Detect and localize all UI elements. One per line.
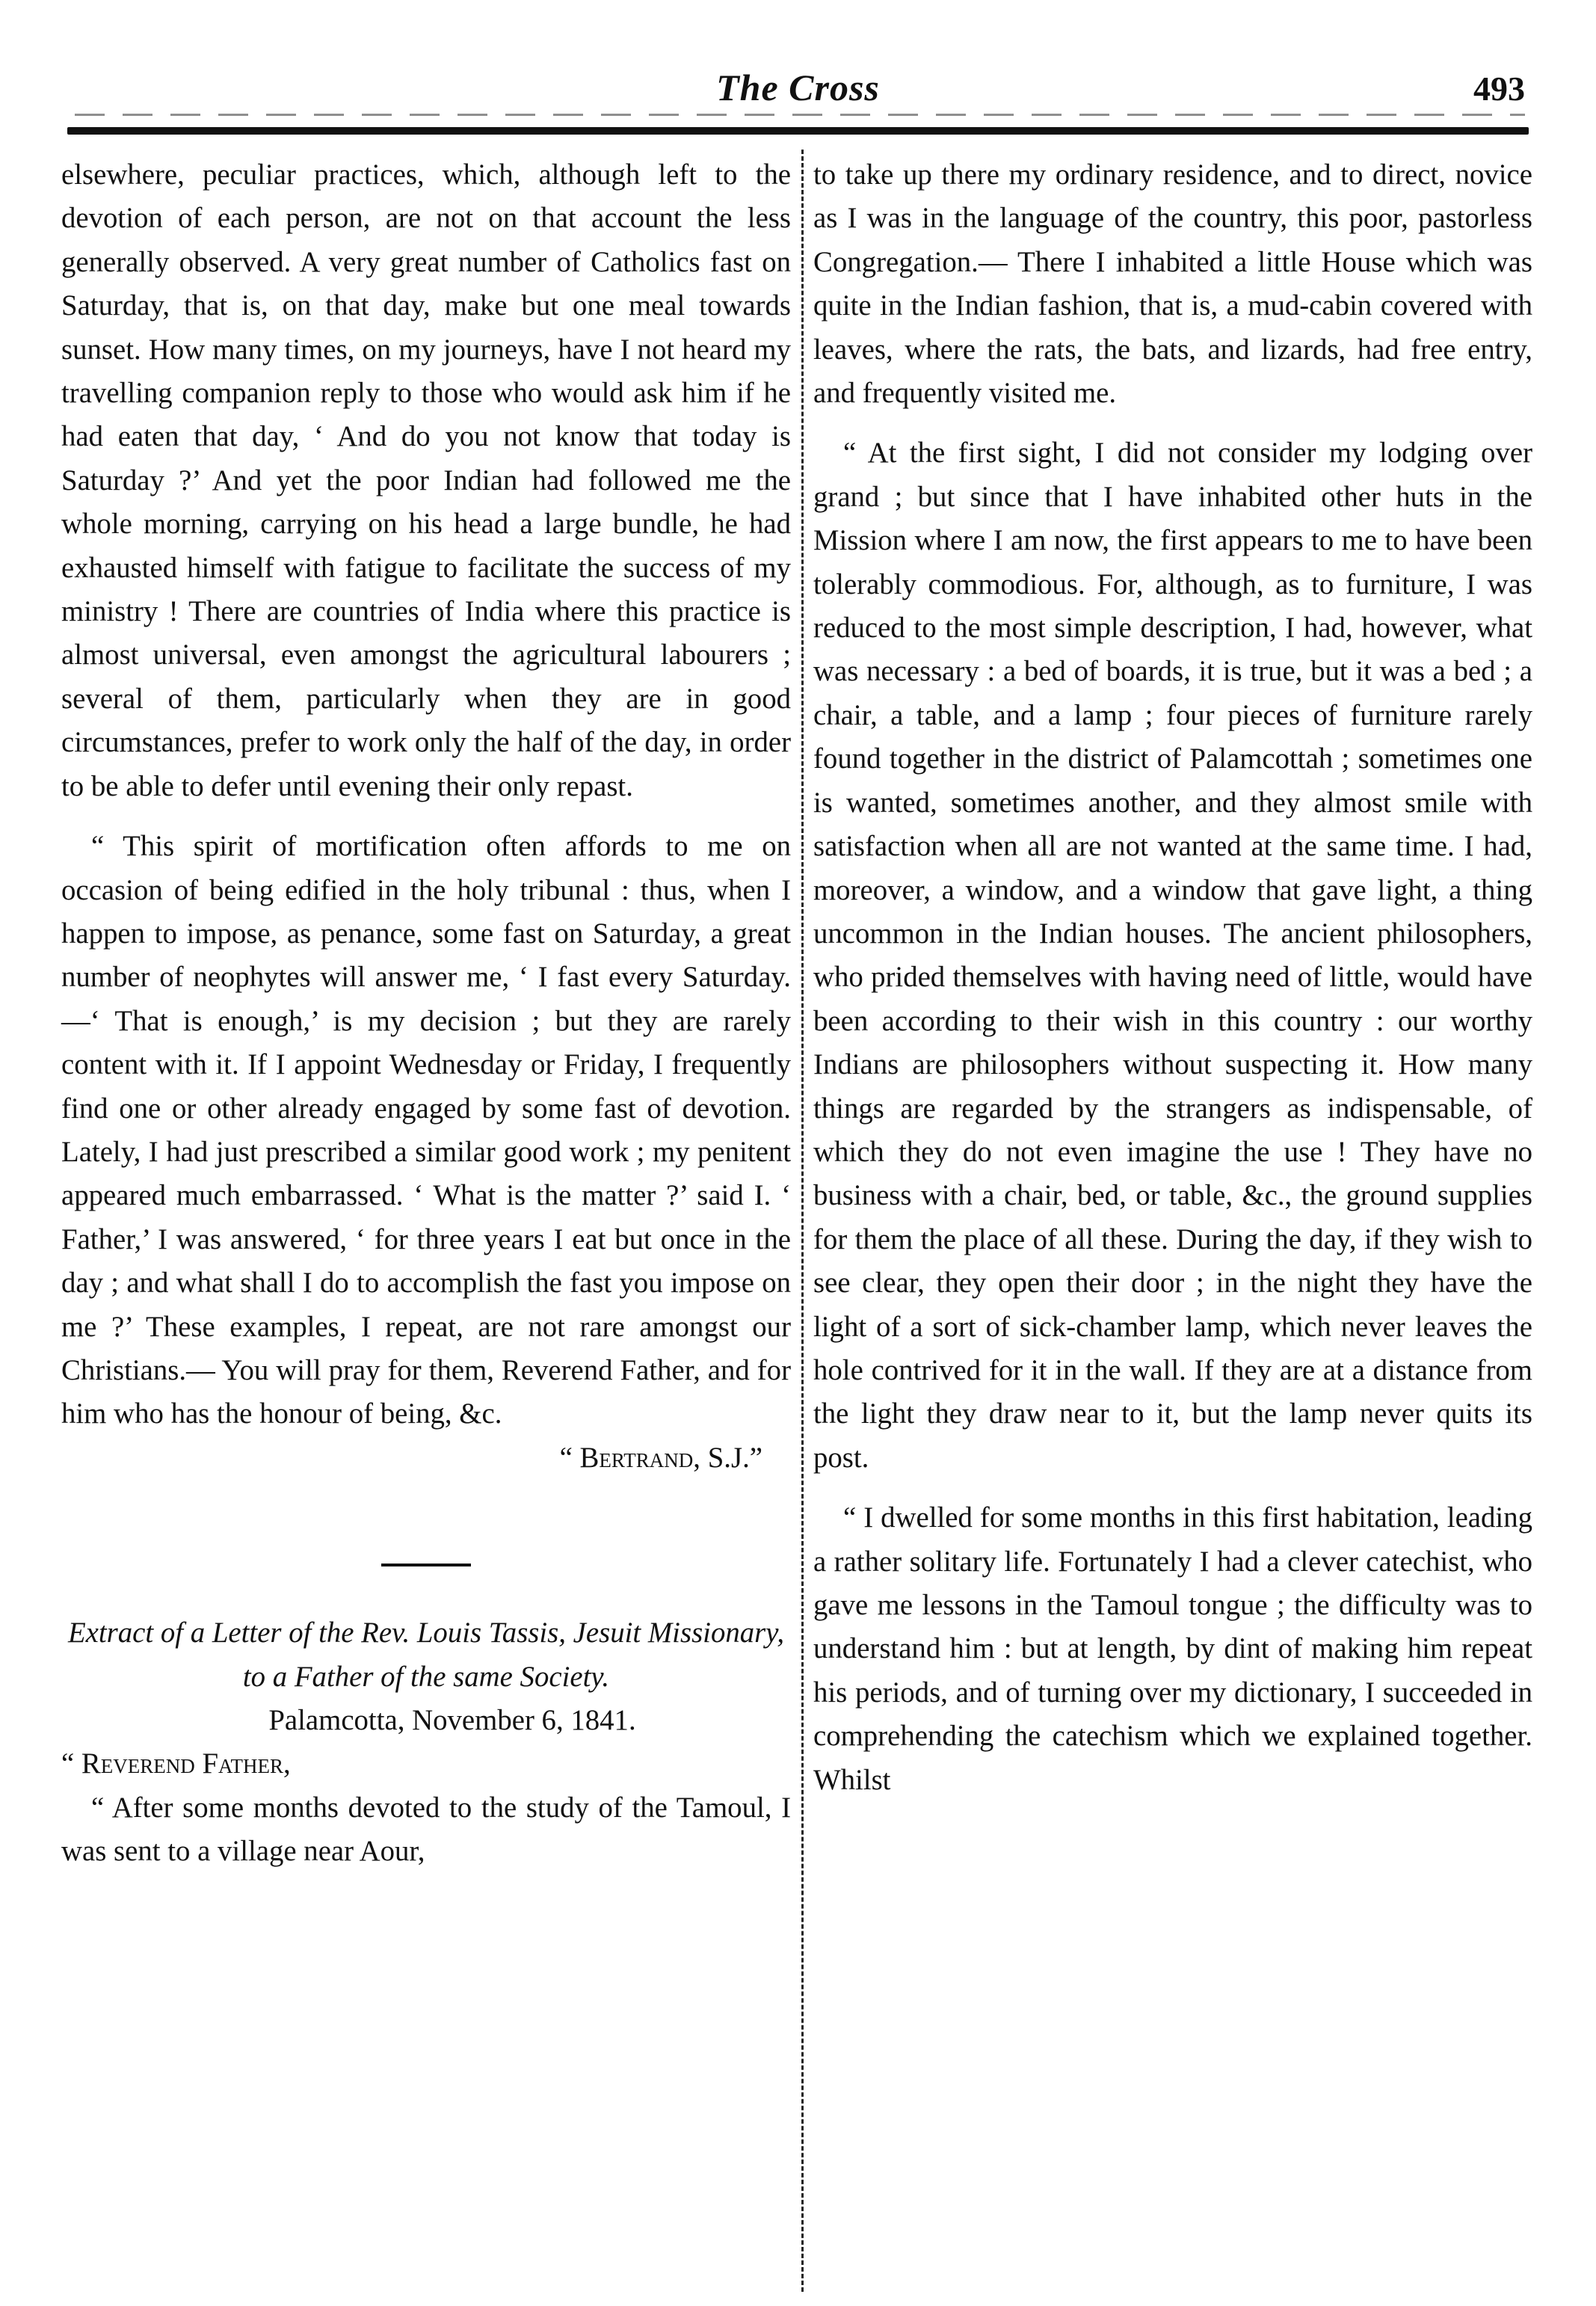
salutation: “ Reverend Father,: [61, 1747, 291, 1780]
left-paragraph-3: “ After some months devoted to the study of the Tamoul, I was sent to a village near Aour,: [61, 1791, 791, 1868]
right-paragraph-2: “ At the first sight, I did not consider my lodging over grand ; but since that I have inhabited other huts in the Mission where I am now, the first appears to me to have been tolerably commodious. For, although, as to furniture, I was reduced to the most simple description, I had, however, what was necessary : a bed of boards, it is true, but it was a bed ; a chair, a table, and a lamp ; four pieces of furniture rarely found together in the district of Palamcottah ; sometimes one is wanted, sometimes another, and they almost smile with satisfaction when all are not wanted at the same time. I had, moreover, a window, and a window that gave light, a thing uncommon in the Indian houses. The ancient philosophers, who prided themselves with having need of little, would have been according to their wish in this country : our worthy Indians are philosophers without suspecting it. How many things are regarded by the strangers as indispensable, of which they do not even imagine the use ! They have no business with a chair, bed, or table, &c., the ground supplies for them the place of all these. During the day, if they wish to see clear, they open their door ; in the night they have the light of a sort of sick-chamber lamp, which never leaves the hole contrived for it in the wall. If they are at a distance from the light they draw near to it, but the lamp never quits its post.: [813, 437, 1532, 1474]
dateline: Palamcotta, November 6, 1841.: [268, 1704, 636, 1736]
extract-heading: Extract of a Letter of the Rev. Louis Tassis, Jesuit Missionary, to a Father of the same Society.: [67, 1617, 785, 1693]
column-divider: [801, 150, 804, 2292]
header-rule: [67, 127, 1529, 135]
section-separator: [381, 1564, 471, 1566]
right-paragraph-1: to take up there my ordinary residence, and to direct, novice as I was in the language of the country, this poor, pastorless Congregation.— There I inhabited a little House which was quite in the Indian fashion, that is, a mud-cabin covered with leaves, where the rats, the bats, and lizards, had free entry, and frequently visited me.: [813, 159, 1532, 410]
left-column: [61, 153, 791, 1874]
page-number: 493: [1473, 70, 1525, 108]
left-paragraph-1: elsewhere, peculiar practices, which, although left to the devotion of each person, are not on that account the less generally observed. A very great number of Catholics fast on Saturday, that is, on that day, make but one meal towards sunset. How many times, on my journeys, have I not heard my travelling companion reply to those who would ask him if he had eaten that day, ‘ And do you not know that today is Saturday ?’ And yet the poor Indian had followed me the whole morning, carrying on his head a large bundle, he had exhausted himself with fatigue to facilitate the success of my ministry ! There are countries of India where this practice is almost universal, even amongst the agricultural labourers ; several of them, particularly when they are in good circumstances, prefer to work only the half of the day, in order to be able to defer until evening their only repast.: [61, 159, 791, 802]
header-rule-thin: [75, 114, 1525, 116]
right-column: [813, 153, 1532, 1802]
right-paragraph-3: “ I dwelled for some months in this first habitation, leading a rather solitary life. Fortunately I had a clever catechist, who gave me lessons in the Tamoul tongue ; the difficulty was to understand him : but at length, by dint of making him repeat his periods, and of turning over my dictionary, I succeeded in comprehending the catechism which we explained together. Whilst: [813, 1501, 1532, 1796]
left-paragraph-2: “ This spirit of mortification often affords to me on occasion of being edified in the holy tribunal : thus, when I happen to impose, as penance, some fast on Saturday, a great number of neophytes will answer me, ‘ I fast every Saturday.—‘ That is enough,’ is my decision ; but they are rarely content with it. If I appoint Wednesday or Friday, I frequently find one or other already engaged by some fast of devotion. Lately, I had just prescribed a similar good work ; my penitent appeared much embarrassed. ‘ What is the matter ?’ said I. ‘ Father,’ I was answered, ‘ for three years I eat but once in the day ; and what shall I do to accomplish the fast you impose on me ?’ These examples, I repeat, are not rare amongst our Christians.— You will pray for them, Reverend Father, and for him who has the honour of being, &c.: [61, 830, 791, 1430]
running-title: The Cross: [716, 67, 880, 108]
signature: “ Bertrand, S.J.”: [559, 1441, 762, 1474]
